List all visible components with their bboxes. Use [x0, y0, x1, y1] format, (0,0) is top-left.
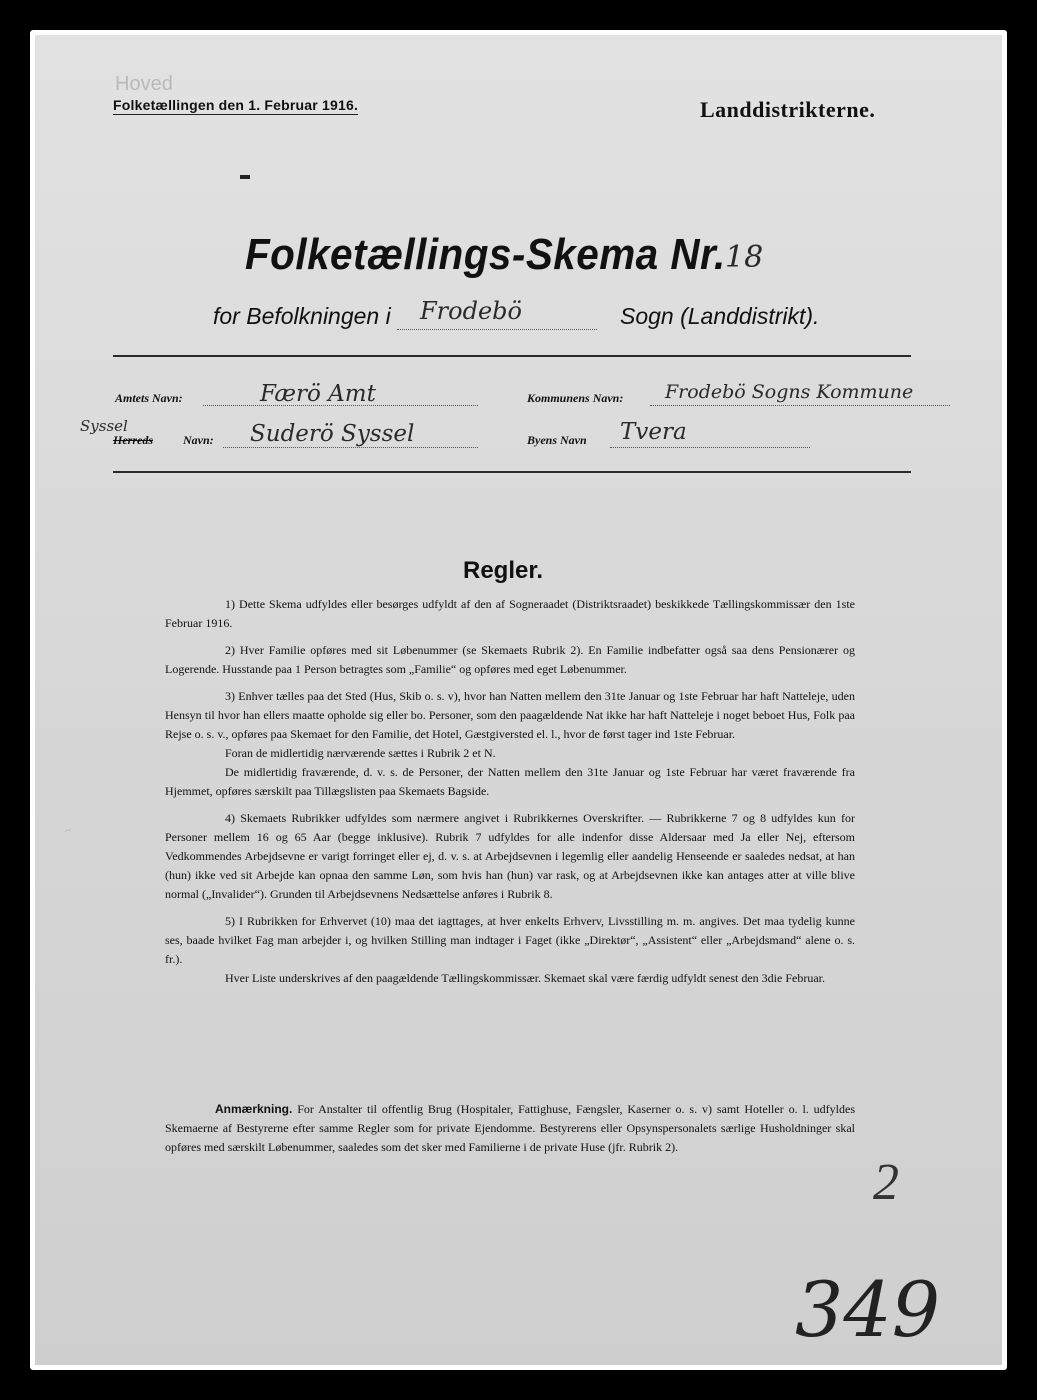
form-title: Folketællings-Skema Nr.: [245, 230, 726, 279]
rule-paragraph-3a: Foran de midlertidig nærværende sættes i Rubrik 2 et N.: [225, 746, 496, 760]
note-label: Anmærkning.: [215, 1102, 293, 1116]
kommunens-fill-line: [650, 405, 950, 406]
byens-label: Byens Navn: [527, 433, 587, 447]
byens-value-handwritten: Tvera: [620, 419, 687, 445]
rules-list: [165, 595, 855, 996]
rules-heading: Regler.: [463, 557, 544, 584]
annotation-note: [165, 1100, 855, 1157]
amtets-value-handwritten: Færö Amt: [260, 381, 376, 407]
rule-paragraph-2: 2) Hver Familie opføres med sit Løbenummer (se Skemaets Rubrik 2). En Familie indbefatter også saa dens Pensionærer og Logerende. Husstande paa 1 Person betragtes som „Familie“ og opføres med eget Løbenummer.: [165, 643, 855, 676]
sogn-value-handwritten: Frodebö: [420, 297, 522, 325]
district-header: Landdistrikterne.: [700, 97, 876, 122]
rule-paragraph-3: 3) Enhver tælles paa det Sted (Hus, Skib o. s. v), hvor han Natten mellem den 31te Januar og 1ste Februar har haft Natteleje, uden Hensyn til hvor han ellers maatte opholde sig eller bo. Personer, som den paagældende Nat ikke har haft Natteleje i noget beboet Hus, Folk paa Rejse o. s. v., opføres paa Skemaet for den Familie, det Hotel, Gæstgiversted el. l., hvor de først tager ind 1ste Februar.: [165, 689, 855, 741]
census-date-header: Folketællingen den 1. Februar 1916.: [113, 97, 359, 113]
rule-paragraph-5: 5) I Rubrikken for Erhvervet (10) maa det iagttages, at hver enkelts Erhverv, Livsstilling m. m. angives. Det maa tydelig kunne ses, baade hvilket Fag man arbejder i, og hvilken Stilling man indtager i Faget (ikke „Direktør“, „Assistent“ eller „Arbejdsmand“ alene o. s. fr.).: [165, 914, 855, 966]
rule-paragraph-3b: De midlertidig fraværende, d. v. s. de Personer, der Natten mellem den 31te Januar og 1ste Februar har været fraværende fra Hjemmet, opføres særskilt paa Tillægslisten paa Skemaets Bagside.: [165, 765, 855, 798]
sogn-fill-line: [397, 329, 597, 330]
herreds-label: Navn:: [183, 433, 214, 447]
byens-fill-line: [610, 447, 810, 448]
amtets-label: Amtets Navn:: [115, 391, 183, 405]
herreds-struck-label: Herreds: [113, 433, 153, 447]
note-text: For Anstalter til offentlig Brug (Hospitaler, Fattighuse, Fængsler, Kaserner o. s. v) samt Hoteller o. l. udfyldes Skemaerne af Bestyrerne efter samme Regler som for private Ejendomme. Bestyrerens eller Opsynspersonalets særlige Husholdninger skal opføres med særskilt Løbenummer, saaledes som det sker med Familierne i de private Huse (jfr. Rubrik 2).: [165, 1102, 856, 1154]
handwritten-page-number: 349: [795, 1265, 941, 1354]
kommunens-value-handwritten: Frodebö Sogns Kommune: [665, 381, 914, 403]
syssel-correction-handwritten: Syssel: [80, 417, 128, 435]
subtitle-prefix: for Befolkningen i: [213, 303, 391, 329]
kommunens-label: Kommunens Navn:: [527, 391, 624, 405]
divider-top: [113, 355, 911, 357]
census-form-page: [35, 35, 1002, 1365]
rule-paragraph-1: 1) Dette Skema udfyldes eller besørges udfyldt af den af Sogneraadet (Distriktsraadet) beskikkede Tællingskommissær den 1ste Februar 1916.: [165, 597, 855, 630]
handwritten-mark-2: 2: [873, 1154, 899, 1211]
herreds-fill-line: [223, 447, 478, 448]
rule-paragraph-4: 4) Skemaets Rubrikker udfyldes som nærmere angivet i Rubrikkernes Overskrifter. — Rubrikkerne 7 og 8 udfyldes kun for Personer mellem 16 og 65 Aar (begge inklusive). Rubrik 7 udfyldes for alle indenfor disse Aldersaar med Ja eller Nej, eftersom Vedkommendes Arbejdsevne er varigt forringet eller ej, d. v. s. at Arbejdsevnen i legemlig eller aandelig Henseende er saaledes nedsat, at han (hun) ikke ved sit Arbejde kan opnaa den samme Løn, som hvis han (hun) var rask, og at Arbejdsevnen ikke kan antages atter at ville blive normal („Invalider“). Grunden til Arbejdsevnens Nedsættelse anføres i Rubrik 8.: [165, 811, 855, 901]
faint-stamp-text: Hoved: [115, 73, 173, 95]
divider-bottom: [113, 471, 911, 473]
ink-mark: [240, 175, 250, 179]
herreds-value-handwritten: Suderö Syssel: [250, 421, 415, 447]
subtitle-suffix: Sogn (Landdistrikt).: [620, 303, 820, 329]
form-number-handwritten: 18: [725, 240, 764, 275]
margin-faint-mark: ~: [64, 824, 72, 838]
rule-paragraph-5a: Hver Liste underskrives af den paagældende Tællingskommissær. Skemaet skal være færdig udfyldt senest den 3die Februar.: [225, 971, 825, 985]
